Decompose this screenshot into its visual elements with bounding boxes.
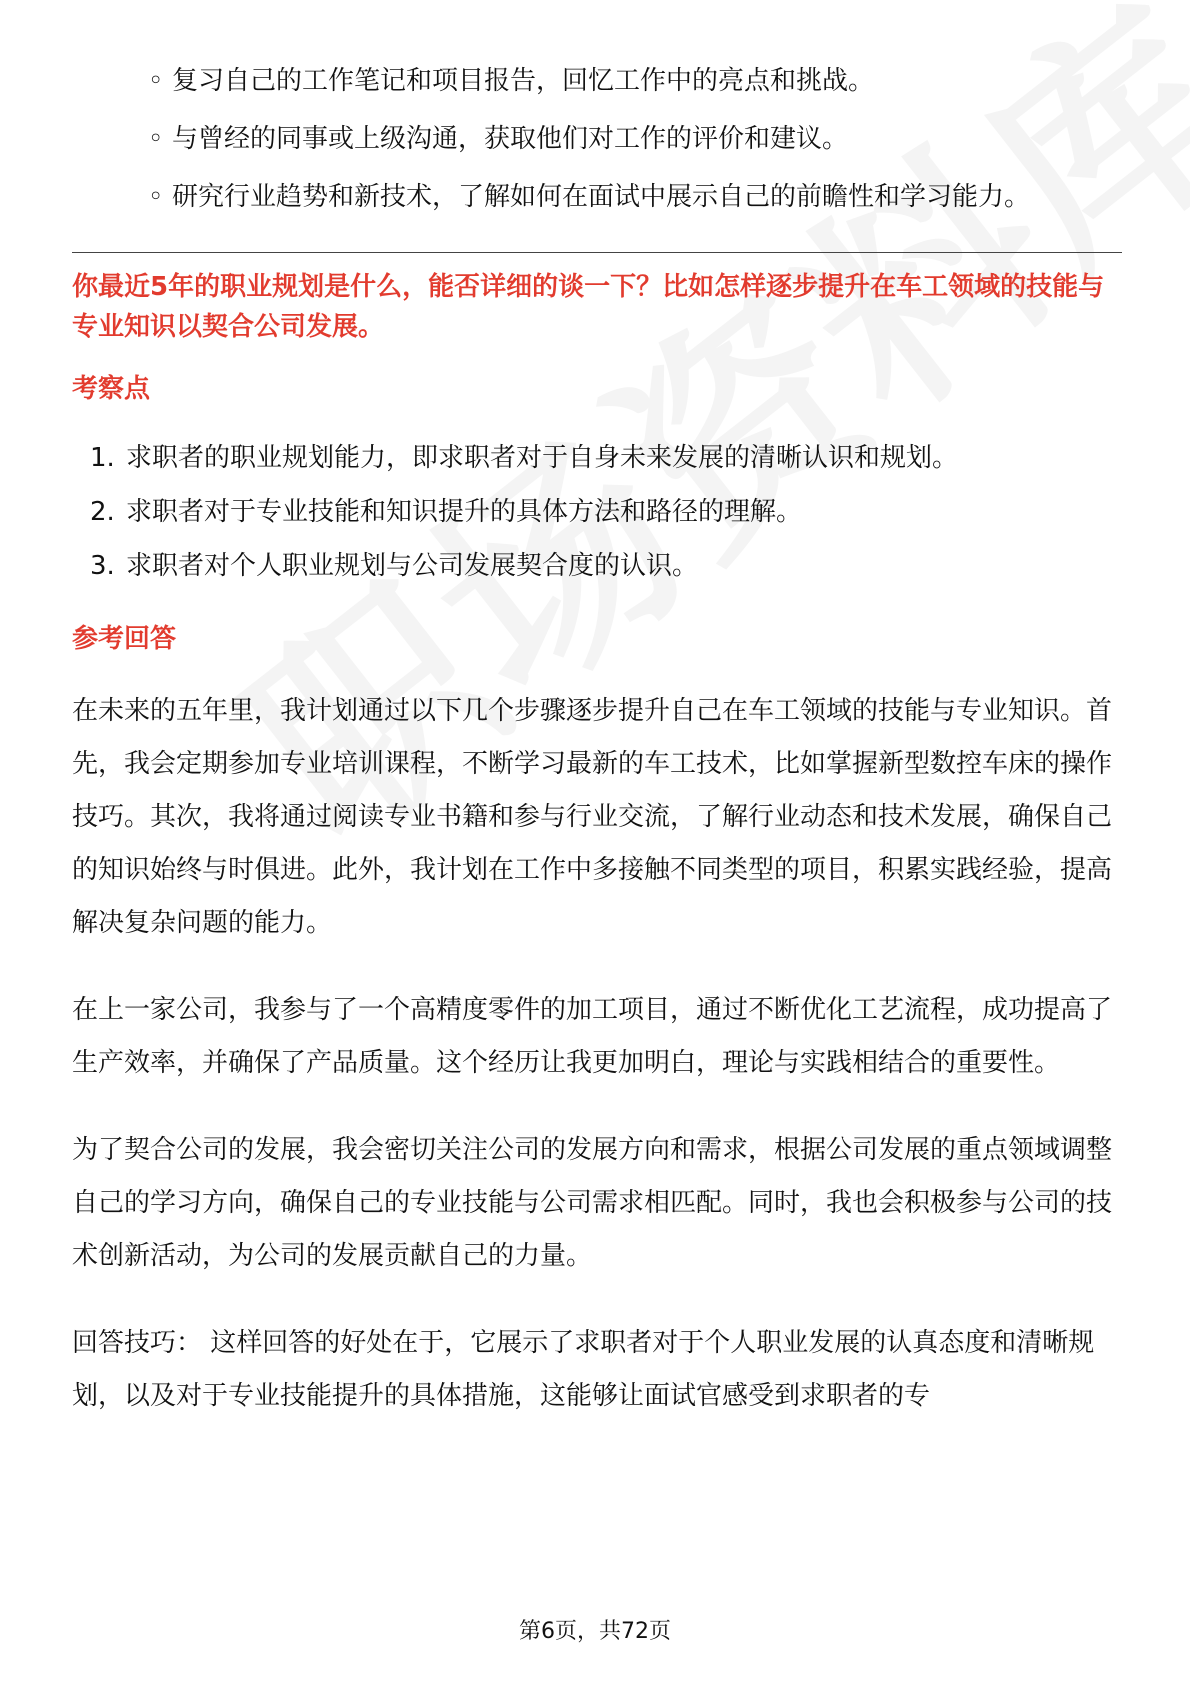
list-number: 2. xyxy=(90,497,115,527)
answer-paragraph: 为了契合公司的发展，我会密切关注公司的发展方向和需求，根据公司发展的重点领域调整自己的学习方向，确保自己的专业技能与公司需求相匹配。同时，我也会积极参与公司的技术创新活动，为公司的发展贡献自己的力量。 xyxy=(72,1135,1113,1271)
hollow-bullet-icon: ◦ xyxy=(148,124,164,154)
list-item-text: 求职者对个人职业规划与公司发展契合度的认识。 xyxy=(126,551,699,581)
list-item xyxy=(148,168,1122,226)
list-number: 1. xyxy=(90,443,115,473)
answer-paragraph: 在未来的五年里，我计划通过以下几个步骤逐步提升自己在车工领域的技能与专业知识。首先，我会定期参加专业培训课程，不断学习最新的车工技术，比如掌握新型数控车床的操作技巧。其次，我将通过阅读专业书籍和参与行业交流，了解行业动态和技术发展，确保自己的知识始终与时俱进。此外，我计划在工作中多接触不同类型的项目，积累实践经验，提高解决复杂问题的能力。 xyxy=(72,696,1113,938)
list-item-text: 与曾经的同事或上级沟通，获取他们对工作的评价和建议。 xyxy=(172,124,849,154)
list-item xyxy=(148,52,1122,110)
hollow-bullet-icon: ◦ xyxy=(148,66,164,96)
list-item-text: 求职者的职业规划能力，即求职者对于自身未来发展的清晰认识和规划。 xyxy=(126,443,959,473)
page-footer: 第6页，共72页 xyxy=(519,1619,671,1644)
answer-heading: 参考回答 xyxy=(72,624,177,654)
section-divider xyxy=(72,252,1122,253)
sub-bullet-list xyxy=(72,52,1122,226)
list-item xyxy=(148,110,1122,168)
list-item xyxy=(72,431,1122,485)
answer-paragraph: 在上一家公司，我参与了一个高精度零件的加工项目，通过不断优化工艺流程，成功提高了生产效率，并确保了产品质量。这个经历让我更加明白，理论与实践相结合的重要性。 xyxy=(72,995,1113,1078)
list-item-text: 求职者对于专业技能和知识提升的具体方法和路径的理解。 xyxy=(126,497,803,527)
assessment-points-list xyxy=(72,431,1122,593)
answer-tips-paragraph: 回答技巧： 这样回答的好处在于，它展示了求职者对于个人职业发展的认真态度和清晰规划，以及对于专业技能提升的具体措施，这能够让面试官感受到求职者的专 xyxy=(72,1328,1095,1411)
interview-question: 你最近5年的职业规划是什么，能否详细的谈一下？比如怎样逐步提升在车工领域的技能与专业知识以契合公司发展。 xyxy=(72,272,1105,342)
list-item-text: 复习自己的工作笔记和项目报告，回忆工作中的亮点和挑战。 xyxy=(172,66,875,96)
list-item xyxy=(72,539,1122,593)
list-item xyxy=(72,485,1122,539)
document-page xyxy=(72,52,1122,1423)
points-heading: 考察点 xyxy=(72,374,151,404)
list-item-text: 研究行业趋势和新技术，了解如何在面试中展示自己的前瞻性和学习能力。 xyxy=(172,182,1031,212)
hollow-bullet-icon: ◦ xyxy=(148,182,164,212)
list-number: 3. xyxy=(90,551,115,581)
